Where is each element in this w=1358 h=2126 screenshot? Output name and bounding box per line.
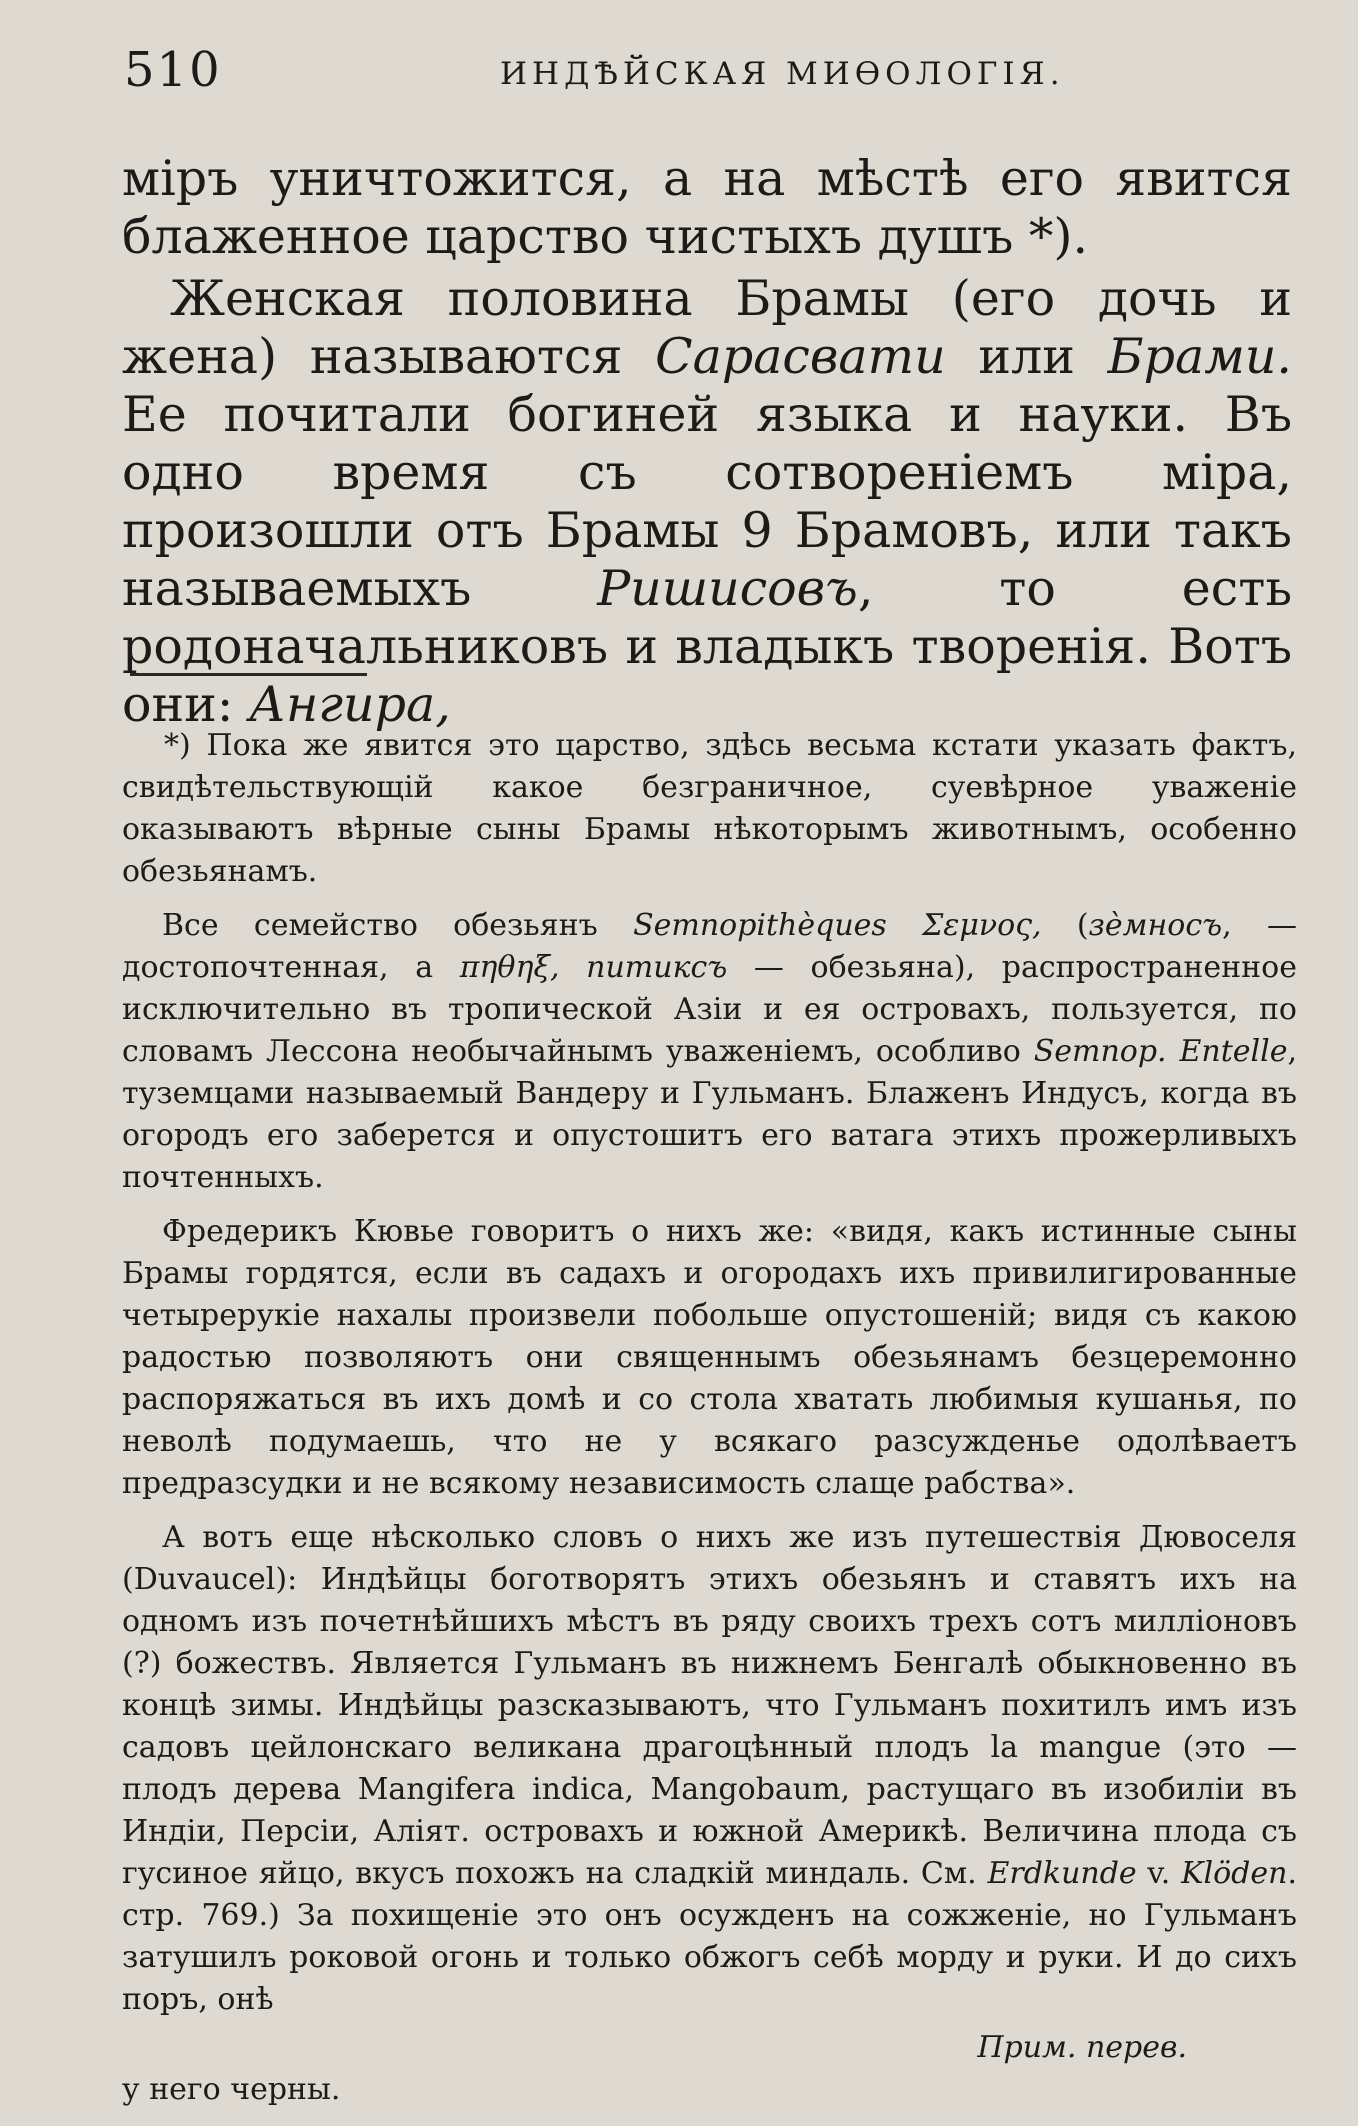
term-erdkunde: Erdkunde	[987, 1856, 1137, 1891]
footnote-divider	[130, 673, 367, 676]
fn2-text-b: (	[1041, 908, 1089, 943]
term-semnopitheques: Semnopithèques Σεμνος,	[633, 908, 1042, 943]
main-paragraph-1	[122, 150, 1292, 266]
fn2-text-d	[560, 950, 587, 985]
name-sarasvati: Сарасвати	[655, 328, 946, 385]
p2-text-a: Женская половина Брамы (его дочь и жена) называются	[122, 270, 1292, 385]
page-number: 510	[124, 42, 222, 98]
fn2-text-c: , — достопочтенная, а	[122, 908, 1297, 985]
footnote-paragraph-4	[122, 1517, 1297, 2021]
main-text	[122, 150, 1292, 734]
term-pitiks: питиксъ	[586, 950, 728, 985]
footnote-paragraph-2	[122, 905, 1297, 1199]
translator-note-signature: Прим. перев.	[977, 2030, 1187, 2065]
term-kloden: Klöden	[1181, 1856, 1288, 1891]
fn4-text-b: v.	[1136, 1856, 1182, 1891]
name-angira: Ангира,	[248, 676, 451, 733]
page-header	[120, 42, 1285, 102]
term-zemnos: зѐмносъ	[1088, 908, 1223, 943]
footnote-paragraph-3: Фредерикъ Кювье говоритъ о нихъ же: «видя, какъ истинные сыны Брамы гордятся, если въ садахъ и огородахъ ихъ привилигированные четырерукіе нахалы произвели побольше опустошеній; видя съ какою радостью позволяютъ они священнымъ обезьянамъ безцеремонно распоряжаться въ ихъ домѣ и со стола хватать любимыя кушанья, по неволѣ подумаешь, что не у всякаго разсужденье одолѣваетъ предразсудки и не всякому независимость слаще рабства».	[122, 1214, 1297, 1501]
fn4-text-c: . стр. 769.) За похищеніе это онъ осужденъ на сожженіе, но Гульманъ затушилъ роковой огонь и только обжогъ себѣ морду и руки. И до сихъ поръ, онѣ	[122, 1856, 1297, 2017]
name-brami: Брами.	[1107, 328, 1292, 385]
fn2-text-a: Все семейство обезьянъ	[162, 908, 634, 943]
name-rishis: Ришисовъ	[597, 560, 858, 617]
fn2-text-e: — обезьяна), распространенное исключительно въ тропической Азіи и ея островахъ, пользуется, по словамъ Лессона необычайнымъ уваженіемъ, особливо	[122, 950, 1297, 1069]
p2-text-b: или	[945, 328, 1108, 385]
footnotes	[122, 725, 1297, 2123]
term-pithex: πηθηξ,	[459, 950, 560, 985]
fn4-text-a: А вотъ еще нѣсколько словъ о нихъ же изъ путешествія Дювоселя (Duvaucel): Индѣйцы боготворятъ этихъ обезьянъ и ставятъ ихъ на одномъ изъ почетнѣйшихъ мѣстъ въ ряду своихъ трехъ сотъ милліоновъ (?) божествъ. Является Гульманъ въ нижнемъ Бенгалѣ обыкновенно въ концѣ зимы. Индѣйцы разсказываютъ, что Гульманъ похитилъ имъ изъ садовъ цейлонскаго великана драгоцѣнный плодъ la mangue (это — плодъ дерева Mangifera indica, Mangobaum, растущаго въ изобиліи въ Индіи, Персіи, Аліят. островахъ и южной Америкѣ. Величина плода съ гусиное яйцо, вкусъ похожъ на сладкій миндаль. См.	[122, 1520, 1297, 1891]
footnote-last-line: у него черны.	[122, 2072, 341, 2107]
p2-text-d: , то есть родоначальниковъ и владыкъ творенія. Вотъ они:	[122, 560, 1292, 733]
footnote-paragraph-1: *) Пока же явится это царство, здѣсь весьма кстати указать фактъ, свидѣтельствующій какое безграничное, суевѣрное уваженіе оказываютъ вѣрные сыны Брамы нѣкоторымъ животнымъ, особенно обезьянамъ.	[122, 728, 1297, 889]
main-paragraph-1-text: міръ уничтожится, а на мѣстѣ его явится блаженное царство чистыхъ душъ *).	[122, 150, 1292, 265]
term-entelle: Semnop. Entelle	[1033, 1034, 1288, 1069]
running-title: ИНДѢЙСКАЯ МИѲОЛОГІЯ.	[500, 56, 1065, 92]
fn2-text-f: , туземцами называемый Вандеру и Гульманъ. Блаженъ Индусъ, когда въ огородъ его заберется и опустошитъ его ватага этихъ прожерливыхъ почтенныхъ.	[122, 1034, 1298, 1195]
p2-text-c: Ее почитали богиней языка и науки. Въ одно время съ сотвореніемъ міра, произошли отъ Брамы 9 Брамовъ, или такъ называемыхъ	[122, 386, 1292, 617]
main-paragraph-2	[122, 270, 1292, 734]
